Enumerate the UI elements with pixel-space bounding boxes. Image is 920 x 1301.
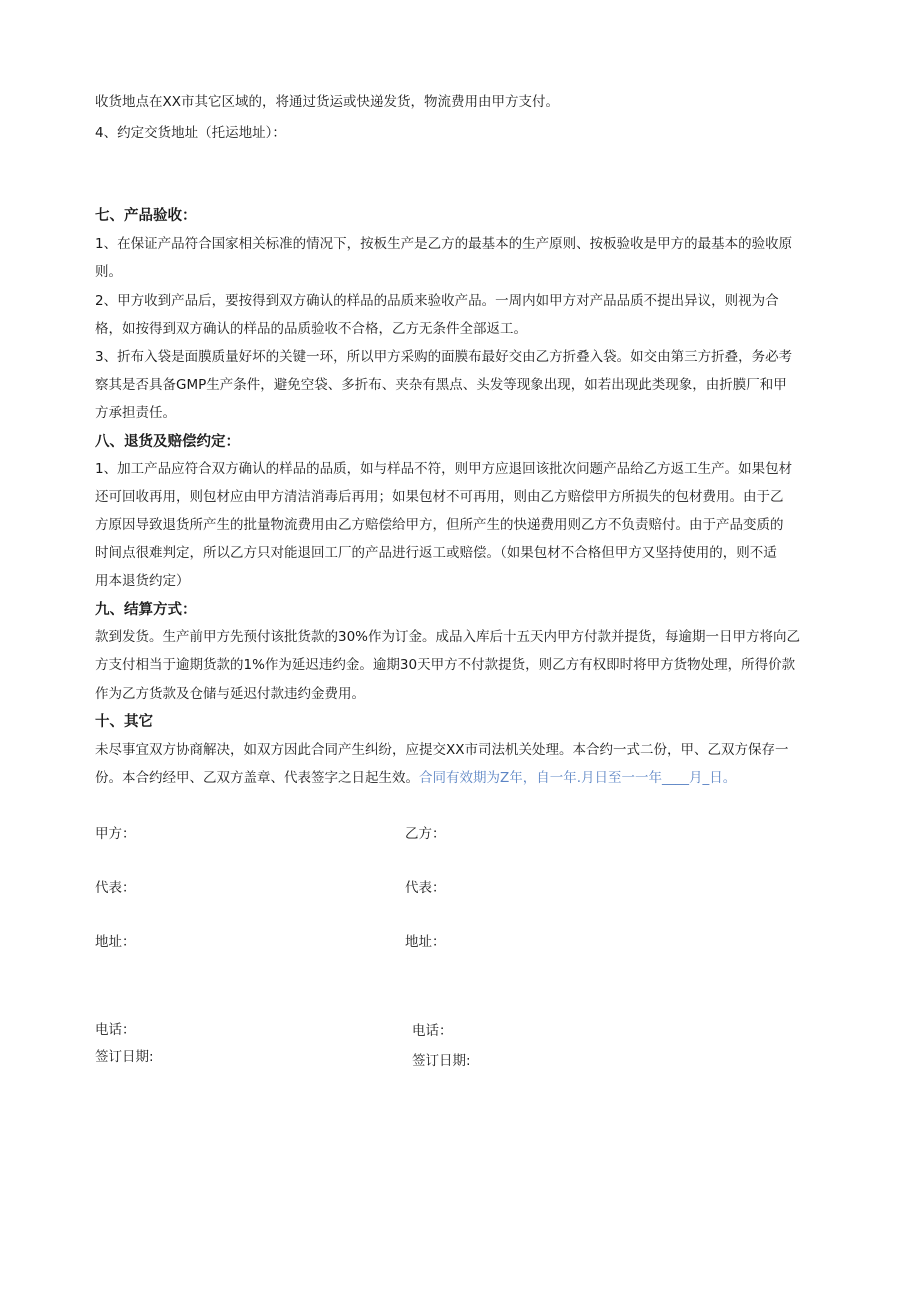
sign-date-a-label: 签订日期: (95, 1049, 154, 1065)
party-b-label: 乙方： (405, 826, 446, 842)
section-heading-9: 九、结算方式： (95, 602, 197, 618)
phone-a-label: 电话： (95, 1022, 136, 1038)
address-a-label: 地址： (95, 934, 136, 950)
paragraph-line: 则。 (95, 264, 122, 280)
paragraph-line: 2、甲方收到产品后，要按得到双方确认的样品的品质来验收产品。一周内如甲方对产品品质不提出异议，则视为合 (95, 293, 779, 309)
section-heading-10: 十、其它 (95, 714, 153, 730)
paragraph-line: 格，如按得到双方确认的样品的品质验收不合格，乙方无条件全部返工。 (95, 321, 527, 337)
paragraph-line: 4、约定交货地址（托运地址）： (95, 125, 286, 141)
sign-date-b-label: 签订日期: (412, 1053, 471, 1069)
section-heading-8: 八、退货及赔偿约定： (95, 434, 240, 450)
paragraph-line: 1、在保证产品符合国家相关标准的情况下，按板生产是乙方的最基本的生产原则、按板验收是甲方的最基本的验收原 (95, 236, 793, 252)
paragraph-line: 方承担责任。 (95, 405, 176, 421)
paragraph-line: 方支付相当于逾期货款的1%作为延迟违约金。逾期30天甲方不付款提货，则乙方有权即时将甲方货物处理，所得价款 (95, 657, 796, 673)
paragraph-line: 款到发货。生产前甲方先预付该批货款的30%作为订金。成品入库后十五天内甲方付款并提货，每逾期一日甲方将向乙 (95, 629, 801, 645)
paragraph-line: 1、加工产品应符合双方确认的样品的品质，如与样品不符，则甲方应退回该批次问题产品给乙方返工生产。如果包材 (95, 461, 793, 477)
phone-b-label: 电话： (412, 1023, 453, 1039)
section-heading-7: 七、产品验收： (95, 208, 197, 224)
paragraph-line: 未尽事宜双方协商解决，如双方因此合同产生纠纷，应提交XX市司法机关处理。本合约一式二份，甲、乙双方保存一 (95, 742, 789, 758)
paragraph-line: 还可回收再用，则包材应由甲方清洁消毒后再用；如果包材不可再用，则由乙方赔偿甲方所损失的包材费用。由于乙 (95, 489, 784, 505)
rep-a-label: 代表： (95, 880, 136, 896)
paragraph-text: 份。本合约经甲、乙双方盖章、代表签字之日起生效。 (95, 770, 419, 786)
paragraph-line (95, 768, 855, 788)
address-b-label: 地址： (405, 934, 446, 950)
paragraph-line: 作为乙方货款及仓储与延迟付款违约金费用。 (95, 686, 365, 702)
party-a-label: 甲方： (95, 826, 136, 842)
paragraph-line: 察其是否具备GMP生产条件，避免空袋、多折布、夹杂有黑点、头发等现象出现，如若出现此类现象，由折膜厂和甲 (95, 377, 787, 393)
paragraph-line: 收货地点在XX市其它区域的，将通过货运或快递发货，物流费用由甲方支付。 (95, 94, 559, 110)
paragraph-line: 时间点很难判定，所以乙方只对能退回工厂的产品进行返工或赔偿。（如果包材不合格但甲方又坚持使用的，则不适 (95, 545, 777, 561)
paragraph-line: 用本退货约定） (95, 573, 190, 589)
validity-period-text: 合同有效期为Z年，自一年.月日至一一年____月_日。 (419, 770, 737, 786)
paragraph-line: 3、折布入袋是面膜质量好坏的关键一环，所以甲方采购的面膜布最好交由乙方折叠入袋。如交由第三方折叠，务必考 (95, 349, 793, 365)
rep-b-label: 代表： (405, 880, 446, 896)
paragraph-line: 方原因导致退货所产生的批量物流费用由乙方赔偿给甲方，但所产生的快递费用则乙方不负责赔付。由于产品变质的 (95, 517, 784, 533)
